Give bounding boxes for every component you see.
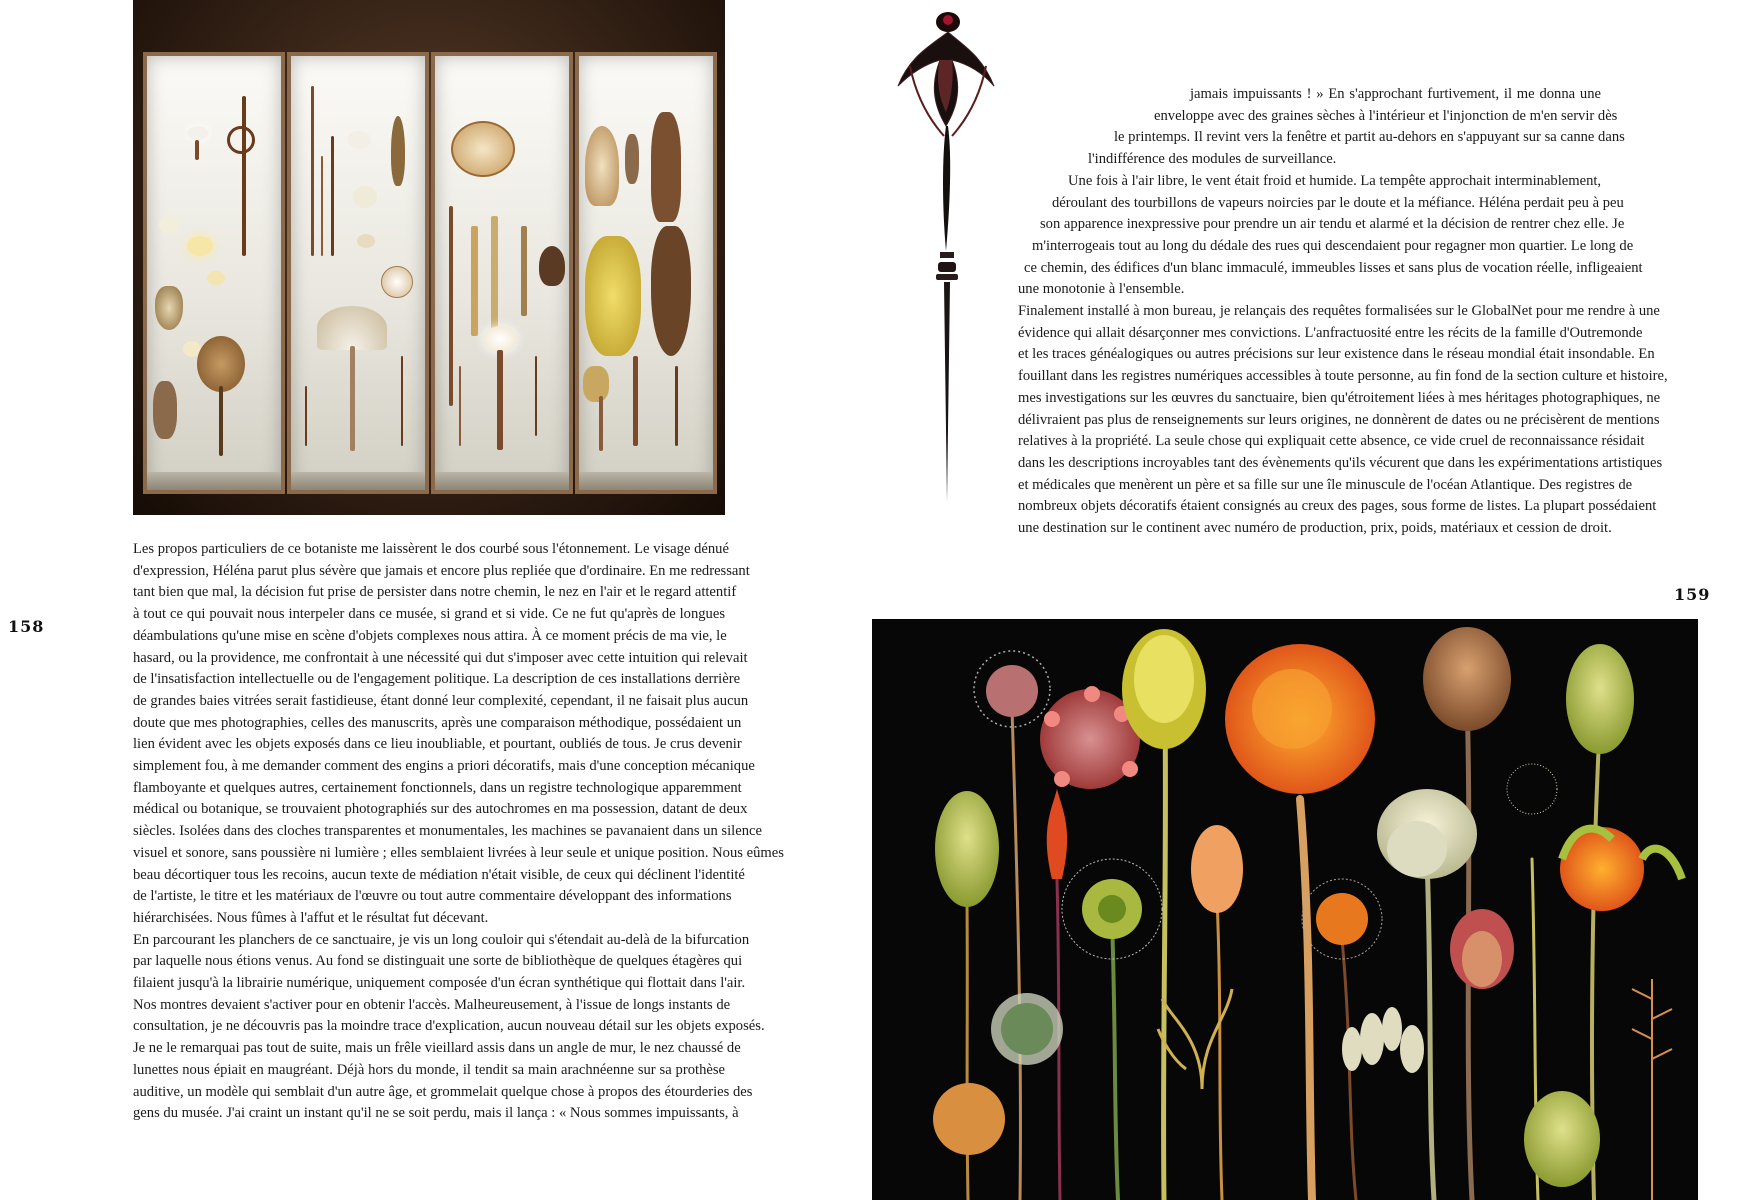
paragraph bbox=[133, 930, 765, 1125]
text-line: Les propos particuliers de ce botaniste me laissèrent le dos courbé sous l'étonnement. Le visage dénué bbox=[133, 541, 729, 557]
text-line: déroulant des tourbillons de vapeurs noircies par le doute et la méfiance. Héléna perdait peu à peu bbox=[1052, 194, 1624, 211]
left-page bbox=[0, 0, 860, 1200]
ornament-illustration bbox=[890, 6, 1000, 506]
botanical-specimens-photo bbox=[872, 619, 1698, 1200]
display-case bbox=[143, 52, 285, 494]
text-line: une destination sur le continent avec numéro de production, prix, poids, matériaux et cession de droit. bbox=[1018, 520, 1612, 537]
text-line: lien évident avec les objets exposés dans ce lieu inoubliable, et pourtant, oubliés de tous. Je crus devenir bbox=[133, 736, 742, 753]
text-line: dans les descriptions incroyables tant des évènements qu'ils vécurent que dans les expérimentations artistiques bbox=[1018, 454, 1663, 471]
text-line: ce chemin, des édifices d'un blanc immaculé, immeubles lisses et sans plus de vocation réelle, infligeaient bbox=[1024, 259, 1643, 276]
text-line: hasard, ou la providence, me confrontait à une nécessité qui dut s'imposer avec cette intuition qui relevait bbox=[133, 649, 748, 666]
text-line: l'indifférence des modules de surveillance. bbox=[1088, 151, 1337, 168]
text-line: auditive, un modèle qui semblait d'un autre âge, et grommelait quelque chose à propos des étourderies des bbox=[133, 1083, 753, 1100]
text-line: de l'insatisfaction intellectuelle ou de l'engagement politique. La description de ces installations derrière bbox=[133, 671, 741, 688]
paragraph bbox=[1018, 301, 1668, 540]
paragraph bbox=[1018, 171, 1643, 301]
text-line: à tout ce qui pouvait nous interpeler dans ce musée, si grand et si vide. Ce ne fut qu'après de longues bbox=[133, 606, 725, 623]
text-line: gens du musée. J'ai craint un instant qu'il ne se soit perdu, mais il lança : « Nous sommes impuissants, à bbox=[133, 1105, 739, 1122]
text-line: siècles. Isolées dans des cloches transparentes et monumentales, les machines se pavanaient dans un silence bbox=[133, 823, 762, 840]
text-line: relatives à la propriété. La seule chose qui expliquait cette absence, ce vide cruel de reconnaissance résidait bbox=[1018, 433, 1645, 450]
right-page-text bbox=[1018, 84, 1668, 540]
text-line: délivraient pas plus de renseignements sur leurs origines, ne donnèrent de dates ou ne précisèrent de mentions bbox=[1018, 411, 1660, 428]
paragraph bbox=[1018, 84, 1625, 171]
text-line: m'interrogeais tout au long du dédale des rues qui descendaient pour regagner mon quartier. Le long de bbox=[1032, 237, 1634, 254]
text-line: jamais impuissants ! » En s'approchant furtivement, il me donna une bbox=[1190, 86, 1601, 102]
display-case bbox=[287, 52, 429, 494]
display-case bbox=[575, 52, 717, 494]
text-line: de l'artiste, le titre et les matériaux de l'œuvre ou tout autre commentaire développant des informations bbox=[133, 888, 732, 905]
text-line: par laquelle nous étions venus. Au fond se distinguait une sorte de bibliothèque de quelques étagères qui bbox=[133, 953, 743, 970]
right-page bbox=[860, 0, 1746, 1200]
text-line: de grandes baies vitrées serait fastidieuse, étant donné leur complexité, cependant, il ne faisait plus aucun bbox=[133, 692, 749, 709]
text-line: évidence qui allait désarçonner mes convictions. L'anfractuosité entre les récits de la famille d'Outremonde bbox=[1018, 324, 1643, 341]
text-line: enveloppe avec des graines sèches à l'intérieur et l'injonction de m'en servir dès bbox=[1154, 107, 1618, 124]
text-line: et médicales que menèrent un père et sa fille sur une île minuscule de l'océan Atlantique. Des registres de bbox=[1018, 476, 1633, 493]
text-line: et les traces généalogiques ou autres précisions sur leur existence dans le réseau mondial était insondable. En bbox=[1018, 346, 1655, 363]
left-page-text bbox=[133, 539, 784, 1125]
text-line: médical ou botanique, se trouvaient photographiés sur des autochromes en ma possession, datant de deux bbox=[133, 801, 748, 818]
text-line: le printemps. Il revint vers la fenêtre et partit au-dehors en s'appuyant sur sa canne dans bbox=[1114, 129, 1625, 146]
vitrine-photo bbox=[133, 0, 725, 515]
page-number: 159 bbox=[1674, 585, 1711, 604]
text-line: simplement fou, à me demander comment des engins a priori décoratifs, mais d'une conception mécanique bbox=[133, 758, 755, 775]
text-line: doute que mes photographies, celles des manuscrits, après une comparaison méthodique, possédaient un bbox=[133, 714, 742, 731]
text-line: fouillant dans les registres numériques accessibles à toute personne, au fin fond de la section culture et histoire, bbox=[1018, 368, 1668, 385]
display-case bbox=[431, 52, 573, 494]
text-line: En parcourant les planchers de ce sanctuaire, je vis un long couloir qui s'étendait au-delà de la bifurcation bbox=[133, 931, 750, 948]
text-line: consultation, je ne découvris pas la moindre trace d'explication, aucun nouveau détail sur les objets exposés. bbox=[133, 1018, 765, 1035]
text-line: son apparence inexpressive pour prendre un air tendu et alarmé et la décision de rentrer chez elle. Je bbox=[1040, 216, 1625, 233]
text-line: flamboyante et quelques autres, certainement fonctionnels, dans un registre technologique apparemment bbox=[133, 779, 742, 796]
paragraph bbox=[133, 539, 784, 930]
text-line: hiérarchisées. Nous fûmes à l'affut et le résultat fut décevant. bbox=[133, 909, 489, 926]
text-line: tant bien que mal, la décision fut prise de persister dans notre chemin, le nez en l'air et le regard attentif bbox=[133, 584, 737, 601]
text-line: lunettes nous épiait en maugréant. Déjà hors du monde, il tendit sa main arachnéenne sur sa prothèse bbox=[133, 1061, 725, 1078]
text-line: Je ne le remarquai pas tout de suite, mais un frêle vieillard assis dans un angle de mur, le nez chaussé de bbox=[133, 1040, 741, 1057]
text-line: d'expression, Héléna parut plus sévère que jamais et encore plus repliée que d'ordinaire. En me redressant bbox=[133, 562, 750, 579]
text-line: déambulations qu'une mise en scène d'objets complexes nous attira. À ce moment précis de ma vie, le bbox=[133, 627, 727, 644]
text-line: Une fois à l'air libre, le vent était froid et humide. La tempête approchait interminablement, bbox=[1068, 172, 1602, 189]
text-line: Nos montres devaient s'activer pour en obtenir l'accès. Malheureusement, à l'issue de longs instants de bbox=[133, 996, 731, 1013]
text-line: Finalement installé à mon bureau, je relançais des requêtes formalisées sur le GlobalNet pour me rendre à une bbox=[1018, 303, 1660, 320]
text-line: mes investigations sur les œuvres du sanctuaire, bien qu'étroitement liées à mes héritages photographiques, ne bbox=[1018, 389, 1661, 406]
text-line: beau décortiquer tous les recoins, aucun texte de médiation n'était visible, de ceux qui déclinent l'identité bbox=[133, 866, 745, 883]
text-line: filaient jusqu'à la librairie numérique, uniquement composée d'un écran synthétique qui flottait dans l'air. bbox=[133, 975, 746, 992]
text-line: une monotonie à l'ensemble. bbox=[1018, 281, 1185, 298]
page-number: 158 bbox=[8, 617, 45, 636]
text-line: visuel et sonore, sans poussière ni lumière ; elles semblaient livrées à leur seule et unique position. Nous eûmes bbox=[133, 844, 784, 861]
text-line: nombreux objets décoratifs étaient consignés au creux des pages, sous forme de listes. La plupart possédaient bbox=[1018, 498, 1657, 515]
